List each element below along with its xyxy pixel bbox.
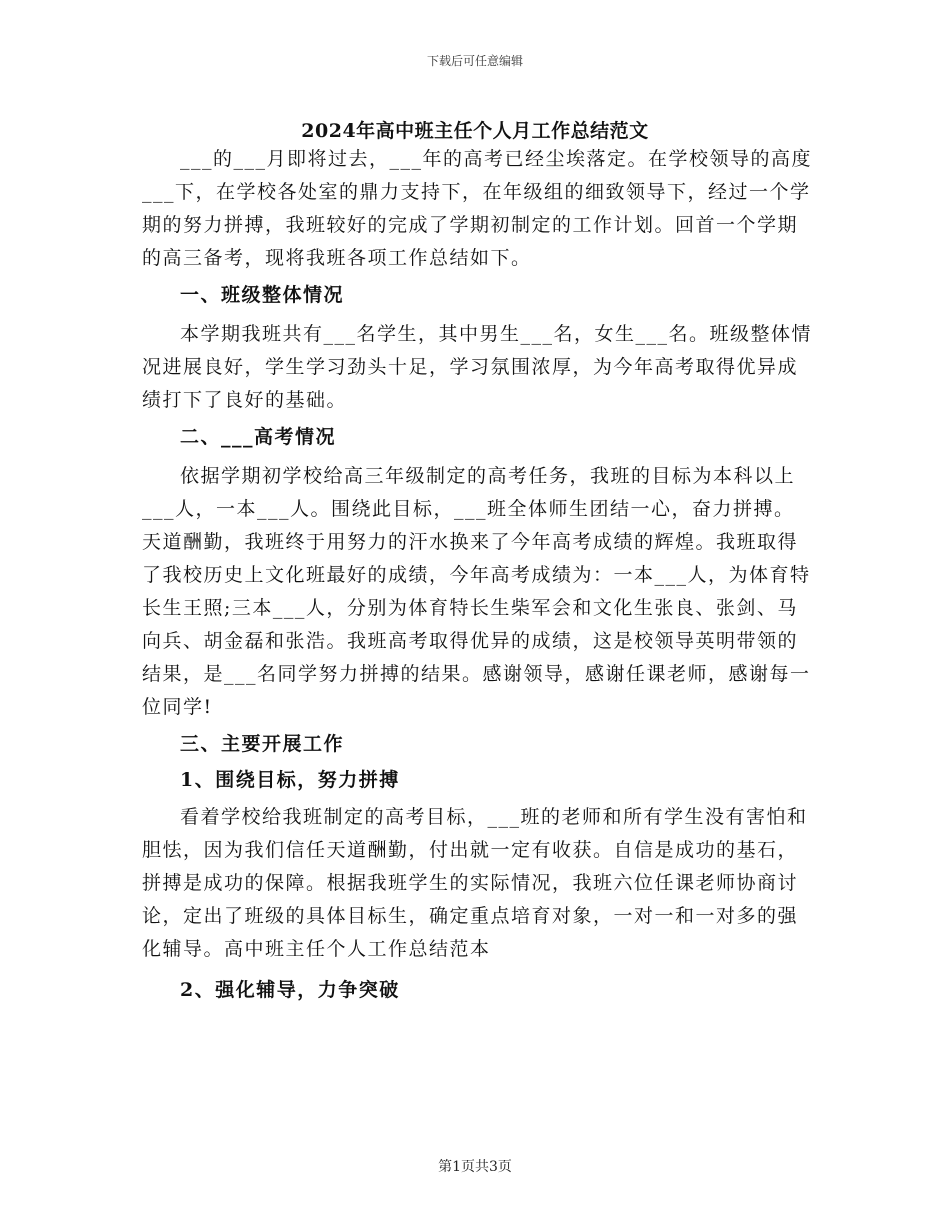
section-heading-exam: 二、___高考情况	[180, 426, 337, 448]
goals-paragraph: 看着学校给我班制定的高考目标，___班的老师和所有学生没有害怕和胆怯，因为我们信任天道酬勤，付出就一定有收获。自信是成功的基石，拼搏是成功的保障。根据我班学生的实际情况，我班六位任课老师协商讨论，定出了班级的具体目标生，确定重点培育对象，一对一和一对多的强化辅导。高中班主任个人工作总结范本	[142, 806, 808, 960]
subsection-heading-goals: 1、围绕目标，努力拼搏	[180, 769, 400, 791]
exam-paragraph: 依据学期初学校给高三年级制定的高考任务，我班的目标为本科以上___人，一本___人。围绕此目标，___班全体师生团结一心，奋力拼搏。天道酬勤，我班终于用努力的汗水换来了今年高考成绩的辉煌。我班取得了我校历史上文化班最好的成绩，今年高考成绩为：一本___人，为体育特长生王照;三本___人，分别为体育特长生柴军会和文化生张良、张剑、马向兵、胡金磊和张浩。我班高考取得优异的成绩，这是校领导英明带领的结果，是___名同学努力拼搏的结果。感谢领导，感谢任课老师，感谢每一位同学!	[142, 465, 811, 718]
section-heading-overview: 一、班级整体情况	[180, 284, 345, 306]
section-heading-work: 三、主要开展工作	[180, 733, 345, 755]
document-body	[142, 143, 814, 1007]
subsection-heading-tutoring: 2、强化辅导，力争突破	[180, 979, 400, 1001]
overview-paragraph: 本学期我班共有___名学生，其中男生___名，女生___名。班级整体情况进展良好，学生学习劲头十足，学习氛围浓厚，为今年高考取得优异成绩打下了良好的基础。	[142, 323, 813, 411]
page-footer: 第1页共3页	[438, 1159, 512, 1175]
intro-paragraph: ___的___月即将过去，___年的高考已经尘埃落定。在学校领导的高度___下，在学校各处室的鼎力支持下，在年级组的细致领导下，经过一个学期的努力拼搏，我班较好的完成了学期初制定的工作计划。回首一个学期的高三备考，现将我班各项工作总结如下。	[142, 148, 813, 269]
document-title: 2024年高中班主任个人月工作总结范文	[301, 120, 649, 142]
header-note: 下载后可任意编辑	[426, 54, 523, 68]
